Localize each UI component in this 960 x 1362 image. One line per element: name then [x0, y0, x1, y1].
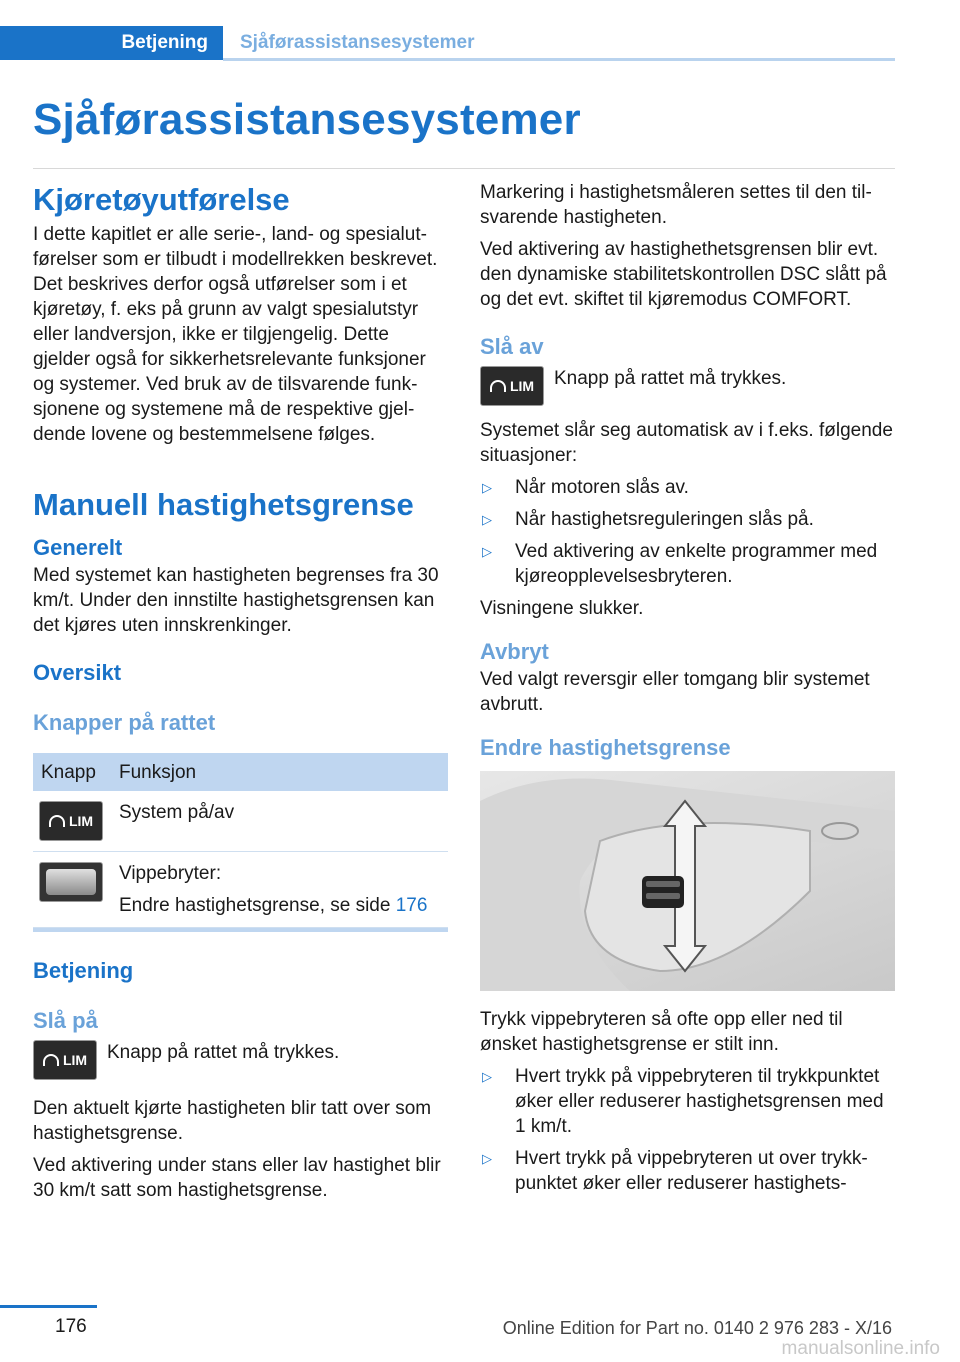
- paragraph-vehicle: I dette kapitlet er alle serie-, land- og spesialutførelser som er tilbudt i modellrekken beskrevet. Det beskrives derfor også utførelser som i et kjøretøy, f. eks på grunn av valgt spesialutstyr eller landversjon, ikke er tilgjengelig. Dette gjelder også for sikkerhetsrelevante funksjoner og systemer. Ved bruk av de tilsvarende funksjonene og systemene må de respektive gjeldende lovene og bestemmelsene følges.: [33, 224, 438, 445]
- header-section-tab[interactable]: Betjening: [0, 26, 223, 60]
- header-subsection[interactable]: Sjåførassistansesystemer: [240, 32, 475, 53]
- switch-off-text: Knapp på rattet må trykkes.: [554, 368, 787, 389]
- table-row: [33, 791, 448, 852]
- list-item: ▷ Hvert trykk på vippebryteren ut over trykkpunktet øker eller reduserer hastighets-: [482, 1148, 868, 1194]
- triangle-bullet-icon: ▷: [482, 1069, 492, 1084]
- header-rule: [223, 58, 895, 61]
- heading-manual-limit: Manuell hastighetsgrense: [33, 487, 414, 522]
- table-header-function: Funksjon: [111, 753, 448, 791]
- lim-button-icon: LIM: [480, 366, 544, 406]
- list-item: ▷ Ved aktivering av enkelte programmer med kjøreopplevelsesbryteren.: [482, 541, 878, 587]
- heading-buttons: Knapper på rattet: [33, 710, 216, 735]
- table-cell-rocker-title: Vippebryter:: [119, 863, 222, 884]
- triangle-bullet-icon: ▷: [482, 480, 492, 495]
- page-header: [0, 26, 895, 62]
- table-cell-function: System på/av: [111, 791, 448, 852]
- paragraph-dsc: Ved aktivering av hastighethetsgrensen blir evt. den dynamiske stabilitetskontrollen DSC slått på og det evt. skiftet til kjøremodus COMFORT.: [480, 239, 887, 310]
- buttons-table: [33, 753, 448, 928]
- lim-button-icon: LIM: [33, 1040, 97, 1080]
- triangle-bullet-icon: ▷: [482, 1151, 492, 1166]
- paragraph-cancel: Ved valgt reversgir eller tomgang blir systemet avbrutt.: [480, 669, 870, 715]
- table-header-button: Knapp: [33, 753, 111, 791]
- paragraph-displays: Visningene slukker.: [480, 598, 644, 619]
- heading-operation: Betjening: [33, 958, 134, 983]
- paragraph-on-1: Den aktuelt kjørte hastigheten blir tatt over som hastighetsgrense.: [33, 1098, 432, 1144]
- right-column: [480, 180, 895, 1203]
- watermark: manualsonline.info: [781, 1338, 940, 1359]
- rocker-switch-icon: [39, 862, 103, 902]
- edition-text: Online Edition for Part no. 0140 2 976 283 - X/16: [502, 1318, 892, 1338]
- left-column: [33, 180, 449, 1210]
- paragraph-marking: Markering i hastighetsmåleren settes til den tilsvarende hastigheten.: [480, 182, 872, 228]
- heading-switch-on: Slå på: [33, 1008, 98, 1033]
- paragraph-general: Med systemet kan hastigheten begrenses fra 30 km/t. Under den innstilte hastighetsgrensen kan det kjøres uten innskrenkinger.: [33, 565, 439, 636]
- triangle-bullet-icon: ▷: [482, 544, 492, 559]
- switch-on-text: Knapp på rattet må trykkes.: [107, 1042, 340, 1063]
- paragraph-auto-off: Systemet slår seg automatisk av i f.eks. følgende situasjoner:: [480, 420, 893, 466]
- footer-rule: [0, 1305, 97, 1308]
- paragraph-on-2: Ved aktivering under stans eller lav hastighet blir 30 km/t satt som hastighetsgrense.: [33, 1155, 441, 1201]
- list-item: ▷ Når motoren slås av.: [482, 477, 689, 498]
- table-cell-rocker-desc: Endre hastighetsgrense, se side: [119, 895, 391, 916]
- page-number: 176: [55, 1316, 87, 1337]
- list-item: ▷ Hvert trykk på vippebryteren til trykkpunktet øker eller reduserer hastighetsgrensen med 1 km/t.: [482, 1066, 884, 1137]
- heading-overview: Oversikt: [33, 660, 122, 685]
- triangle-bullet-icon: ▷: [482, 512, 492, 527]
- heading-vehicle: Kjøretøyutførelse: [33, 182, 290, 217]
- list-item: ▷ Når hastighetsreguleringen slås på.: [482, 509, 814, 530]
- table-end-rule: [33, 928, 448, 932]
- title-divider: [33, 168, 895, 169]
- heading-general: Generelt: [33, 535, 123, 560]
- heading-switch-off: Slå av: [480, 334, 544, 359]
- steering-wheel-image: [480, 771, 895, 991]
- lim-button-icon: LIM: [39, 801, 103, 841]
- table-row: [33, 852, 448, 928]
- page-title: Sjåførassistansesystemer: [33, 95, 581, 144]
- paragraph-press: Trykk vippebryteren så ofte opp eller ned til ønsket hastighetsgrense er stilt inn.: [480, 1009, 843, 1055]
- page-link[interactable]: 176: [395, 895, 428, 916]
- heading-change-limit: Endre hastighetsgrense: [480, 735, 731, 760]
- heading-cancel: Avbryt: [480, 639, 549, 664]
